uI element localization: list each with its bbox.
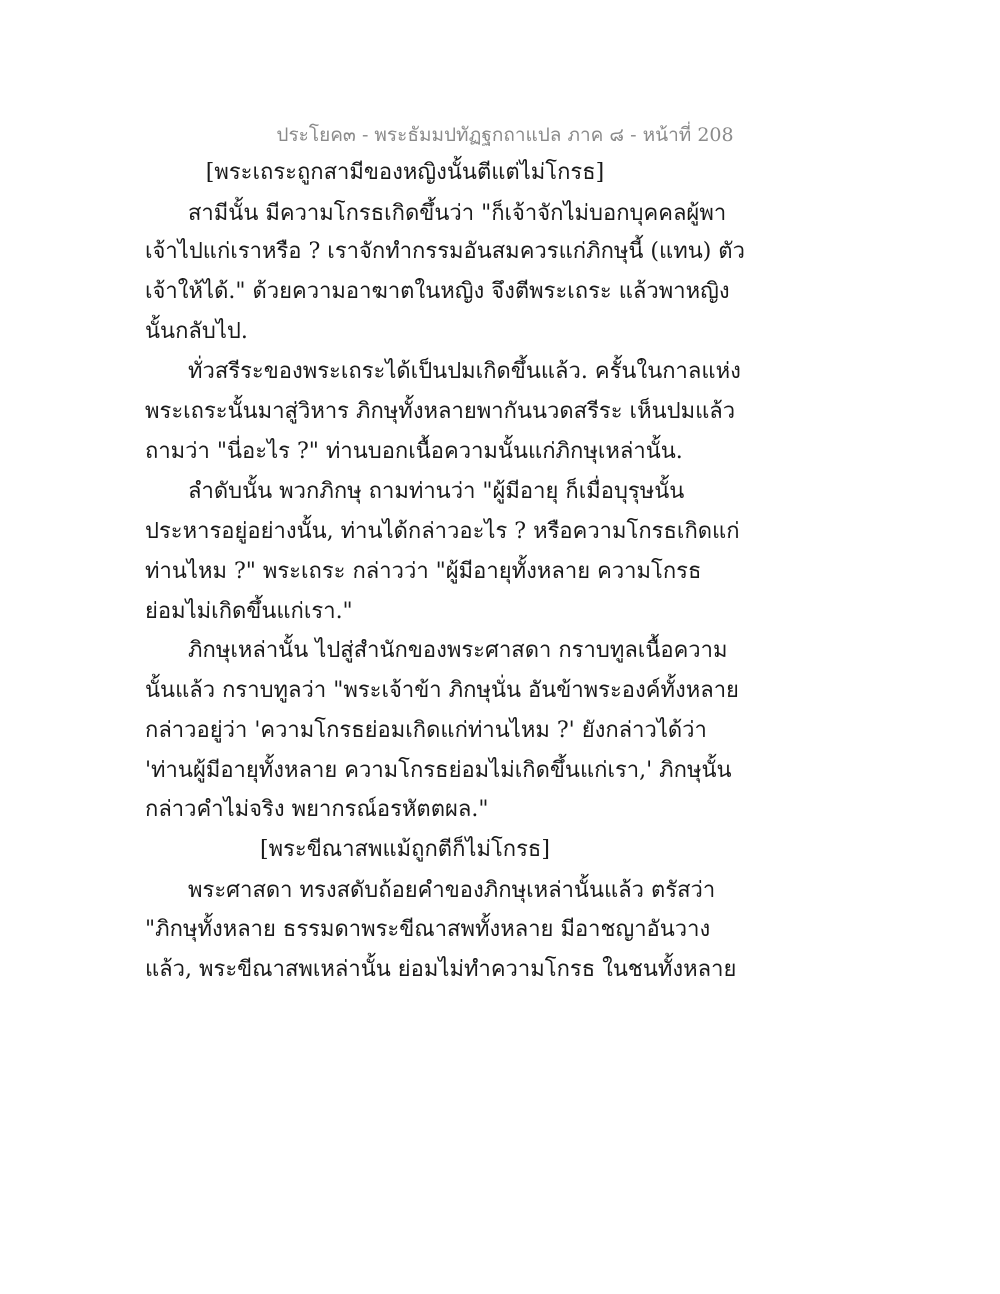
paragraph-line: ภิกษุเหล่านั้น ไปสู่สำนักของพระศาสดา กราบทูลเนื้อความ <box>188 638 728 663</box>
paragraph-line: สามีนั้น มีความโกรธเกิดขึ้นว่า "ก็เจ้าจักไม่บอกบุคคลผู้พา <box>188 201 727 226</box>
paragraph-line: 'ท่านผู้มีอายุทั้งหลาย ความโกรธย่อมไม่เกิดขึ้นแก่เรา,' ภิกษุนั้น <box>145 758 732 783</box>
paragraph-line: เจ้าไปแก่เราหรือ ? เราจักทำกรรมอันสมควรแก่ภิกษุนี้ (แทน) ตัว <box>145 239 745 264</box>
paragraph-line: พระศาสดา ทรงสดับถ้อยคำของภิกษุเหล่านั้นแล้ว ตรัสว่า <box>188 878 716 903</box>
paragraph-line: ทั่วสรีระของพระเถระได้เป็นปมเกิดขึ้นแล้ว. ครั้นในกาลแห่ง <box>188 359 741 384</box>
page-header <box>0 120 1000 150</box>
paragraph-line: เจ้าให้ได้." ด้วยความอาฆาตในหญิง จึงตีพระเถระ แล้วพาหญิง <box>145 279 730 304</box>
section-heading-1: [พระเถระถูกสามีของหญิงนั้นตีแต่ไม่โกรธ] <box>205 160 605 185</box>
paragraph-line: ถามว่า "นี่อะไร ?" ท่านบอกเนื้อความนั้นแก่ภิกษุเหล่านั้น. <box>145 439 683 464</box>
paragraph-line: ลำดับนั้น พวกภิกษุ ถามท่านว่า "ผู้มีอายุ ก็เมื่อบุรุษนั้น <box>188 479 685 504</box>
paragraph-line: "ภิกษุทั้งหลาย ธรรมดาพระขีณาสพทั้งหลาย มีอาชญาอันวาง <box>145 917 711 942</box>
paragraph-line: นั้นแล้ว กราบทูลว่า "พระเจ้าข้า ภิกษุนั่น อันข้าพระองค์ทั้งหลาย <box>145 678 739 703</box>
paragraph-line: กล่าวอยู่ว่า 'ความโกรธย่อมเกิดแก่ท่านไหม ?' ยังกล่าวได้ว่า <box>145 718 707 743</box>
header-text: ประโยค๓ - พระธัมมปทัฏฐกถาแปล ภาค ๘ - หน้าที่ 208 <box>276 124 734 146</box>
paragraph-line: ย่อมไม่เกิดขึ้นแก่เรา." <box>145 599 353 624</box>
paragraph-line: กล่าวคำไม่จริง พยากรณ์อรหัตตผล." <box>145 797 489 822</box>
paragraph-line: นั้นกลับไป. <box>145 319 248 344</box>
paragraph-line: แล้ว, พระขีณาสพเหล่านั้น ย่อมไม่ทำความโกรธ ในชนทั้งหลาย <box>145 957 737 982</box>
paragraph-line: ท่านไหม ?" พระเถระ กล่าวว่า "ผู้มีอายุทั้งหลาย ความโกรธ <box>145 559 702 584</box>
paragraph-line: พระเถระนั้นมาสู่วิหาร ภิกษุทั้งหลายพากันนวดสรีระ เห็นปมแล้ว <box>145 399 736 424</box>
section-heading-2: [พระขีณาสพแม้ถูกตีก็ไม่โกรธ] <box>260 837 550 862</box>
paragraph-line: ประหารอยู่อย่างนั้น, ท่านได้กล่าวอะไร ? หรือความโกรธเกิดแก่ <box>145 519 740 544</box>
